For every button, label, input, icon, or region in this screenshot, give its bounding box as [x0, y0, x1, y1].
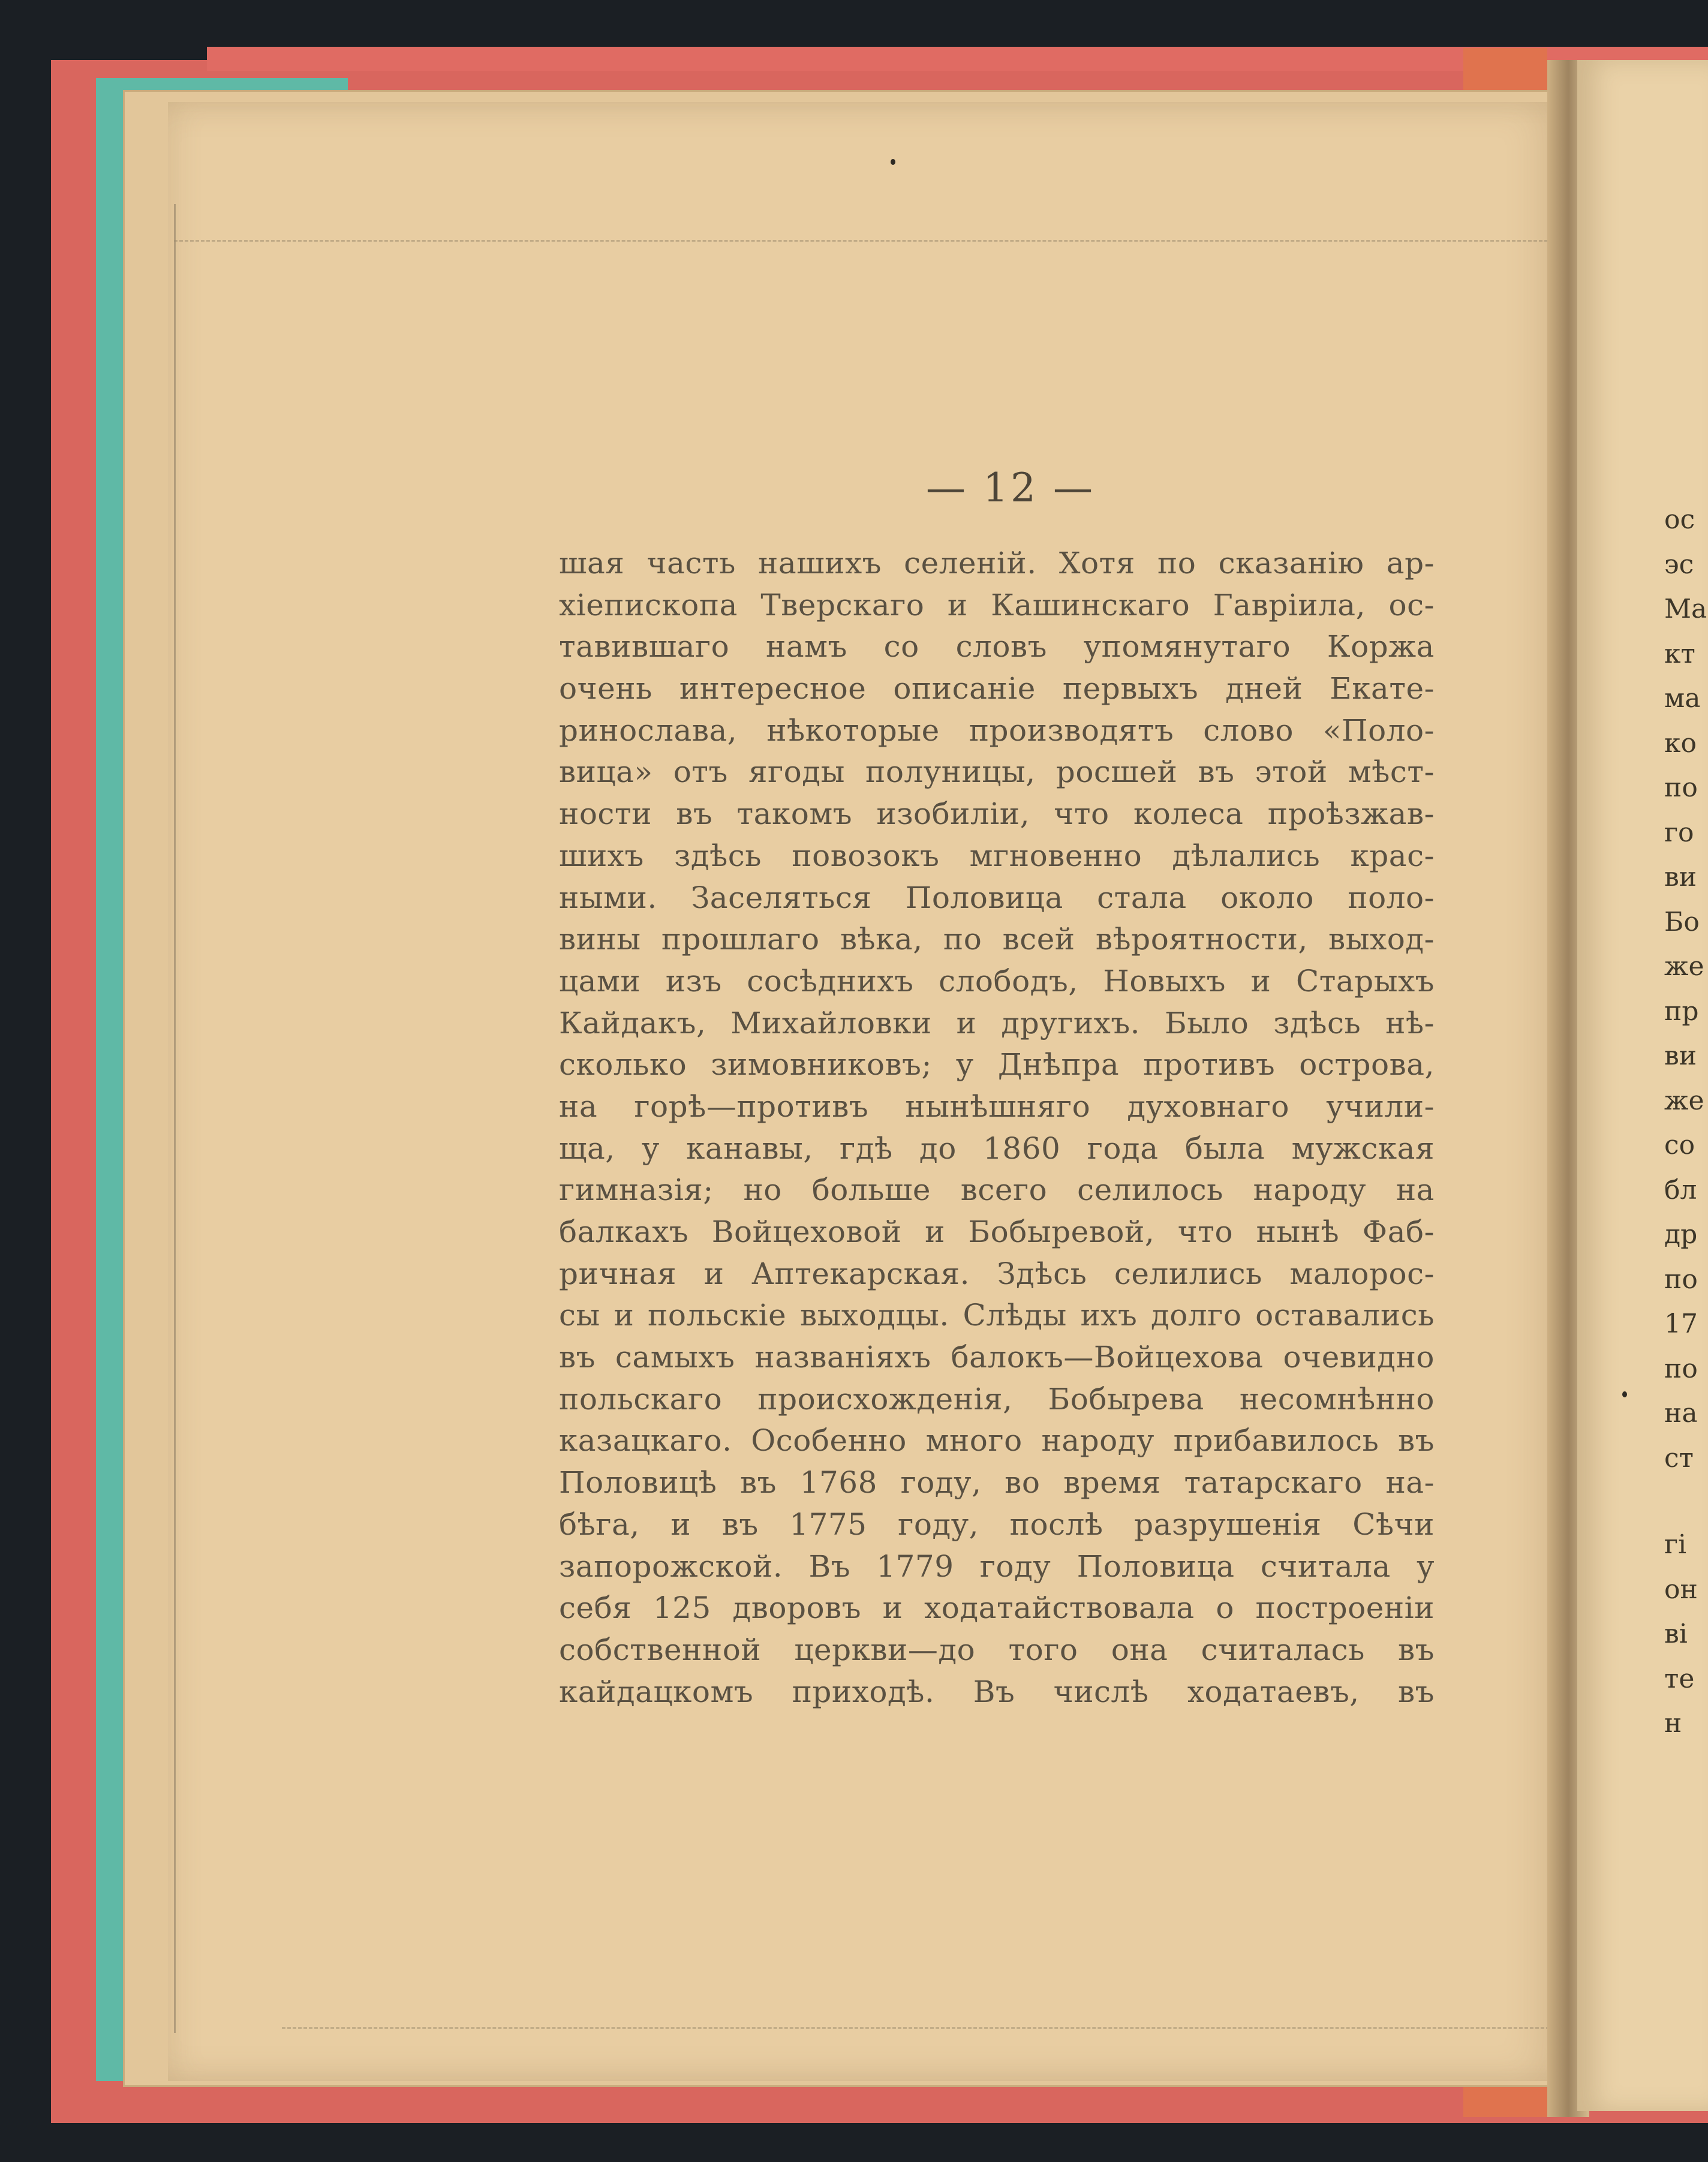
- text-line: запорожской. Въ 1779 году Половица считала у: [559, 1548, 1435, 1584]
- text-line: хіепископа Тверскаго и Кашинскаго Гаврiила, ос-: [559, 587, 1435, 623]
- text-line: Кайдакъ, Михайловки и другихъ. Было здѣсь нѣ-: [559, 1005, 1435, 1041]
- facing-text-line: бл: [1664, 1174, 1697, 1205]
- text-line: бѣга, и въ 1775 году, послѣ разрушенія Сѣчи: [559, 1507, 1435, 1542]
- page-fold-line: [174, 204, 182, 2033]
- facing-text-line: по: [1664, 1353, 1698, 1384]
- facing-text-line: ст: [1664, 1442, 1694, 1474]
- facing-text-line: Бо: [1664, 906, 1700, 937]
- text-line: Половицѣ въ 1768 году, во время татарскаго на-: [559, 1465, 1435, 1501]
- facing-text-line: же: [1664, 951, 1704, 982]
- page-bottom-dashed-line: [282, 2027, 1571, 2029]
- facing-text-line: Ма: [1664, 594, 1707, 624]
- text-line: кайдацкомъ приходѣ. Въ числѣ ходатаевъ, въ: [559, 1674, 1435, 1709]
- facing-text-line: ві: [1664, 1619, 1688, 1649]
- text-line: въ самыхъ названіяхъ балокъ—Войцехова очевидно: [559, 1340, 1435, 1375]
- text-line: ричная и Аптекарская. Здѣсь селились малорос-: [559, 1256, 1435, 1291]
- facing-text-line: ос: [1664, 504, 1695, 535]
- text-line: ща, у канавы, гдѣ до 1860 года была мужская: [559, 1130, 1435, 1166]
- text-line: на горѣ—противъ нынѣшняго духовнаго учили-: [559, 1088, 1435, 1124]
- text-line: сколько зимовниковъ; у Днѣпра противъ острова,: [559, 1047, 1435, 1082]
- text-line: очень интересное описаніе первыхъ дней Екате-: [559, 671, 1435, 706]
- facing-text-line: те: [1664, 1663, 1695, 1694]
- facing-text-line: по: [1664, 1264, 1698, 1295]
- facing-text-line: на: [1664, 1398, 1698, 1429]
- paragraph-gap: [1664, 1481, 1708, 1523]
- text-line: цами изъ сосѣднихъ слободъ, Новыхъ и Старыхъ: [559, 963, 1435, 999]
- text-line: вины прошлаго вѣка, по всей вѣроятности, выход-: [559, 922, 1435, 957]
- page-top-dashed-line: [174, 240, 1553, 242]
- facing-text-line: же: [1664, 1085, 1704, 1116]
- facing-text-line: пр: [1664, 996, 1699, 1027]
- text-line: балкахъ Войцеховой и Бобыревой, что нынѣ Фаб-: [559, 1214, 1435, 1249]
- facing-text-line: 17: [1664, 1309, 1698, 1339]
- facing-text-line: др: [1664, 1219, 1698, 1250]
- text-line: ности въ такомъ изобиліи, что колеса проѣзжав-: [559, 796, 1435, 832]
- text-line: тавившаго намъ со словъ упомянутаго Коржа: [559, 629, 1435, 664]
- facing-text-line: ви: [1664, 1041, 1697, 1071]
- text-line: польскаго происхожденія, Бобырева несомнѣнно: [559, 1381, 1435, 1417]
- facing-text-line: со: [1664, 1130, 1695, 1160]
- page-number: — 12 —: [926, 465, 1095, 511]
- text-line: ными. Заселяться Половица стала около поло-: [559, 880, 1435, 915]
- text-line: гимназія; но больше всего селилось народу на: [559, 1172, 1435, 1208]
- text-line: ринослава, нѣкоторые производятъ слово «Поло-: [559, 712, 1435, 748]
- facing-text-line: он: [1664, 1574, 1698, 1605]
- facing-text-line: н: [1664, 1708, 1682, 1739]
- text-line: себя 125 дворовъ и ходатайствовала о построеніи: [559, 1590, 1435, 1626]
- facing-text-line: по: [1664, 772, 1698, 803]
- text-line: вица» отъ ягоды полуницы, росшей въ этой мѣст-: [559, 754, 1435, 790]
- paper-speck: [891, 159, 895, 165]
- facing-page-text-fragment: [1664, 498, 1708, 1746]
- facing-text-line: гі: [1664, 1529, 1687, 1560]
- facing-text-line: эс: [1664, 549, 1694, 580]
- facing-text-line: кт: [1664, 638, 1695, 669]
- facing-text-line: ви: [1664, 862, 1697, 892]
- text-line: шихъ здѣсь повозокъ мгновенно дѣлались крас-: [559, 838, 1435, 873]
- text-line: шая часть нашихъ селеній. Хотя по сказанію ар-: [559, 546, 1435, 581]
- facing-text-line: го: [1664, 817, 1694, 848]
- body-text: [559, 543, 1435, 1713]
- facing-text-line: ма: [1664, 683, 1701, 714]
- text-line: собственной церкви—до того она считалась въ: [559, 1632, 1435, 1667]
- text-line: сы и польскіе выходцы. Слѣды ихъ долго оставались: [559, 1298, 1435, 1333]
- paper-speck: [1622, 1391, 1627, 1397]
- text-line: казацкаго. Особенно много народу прибавилось въ: [559, 1423, 1435, 1459]
- facing-text-line: ко: [1664, 727, 1697, 759]
